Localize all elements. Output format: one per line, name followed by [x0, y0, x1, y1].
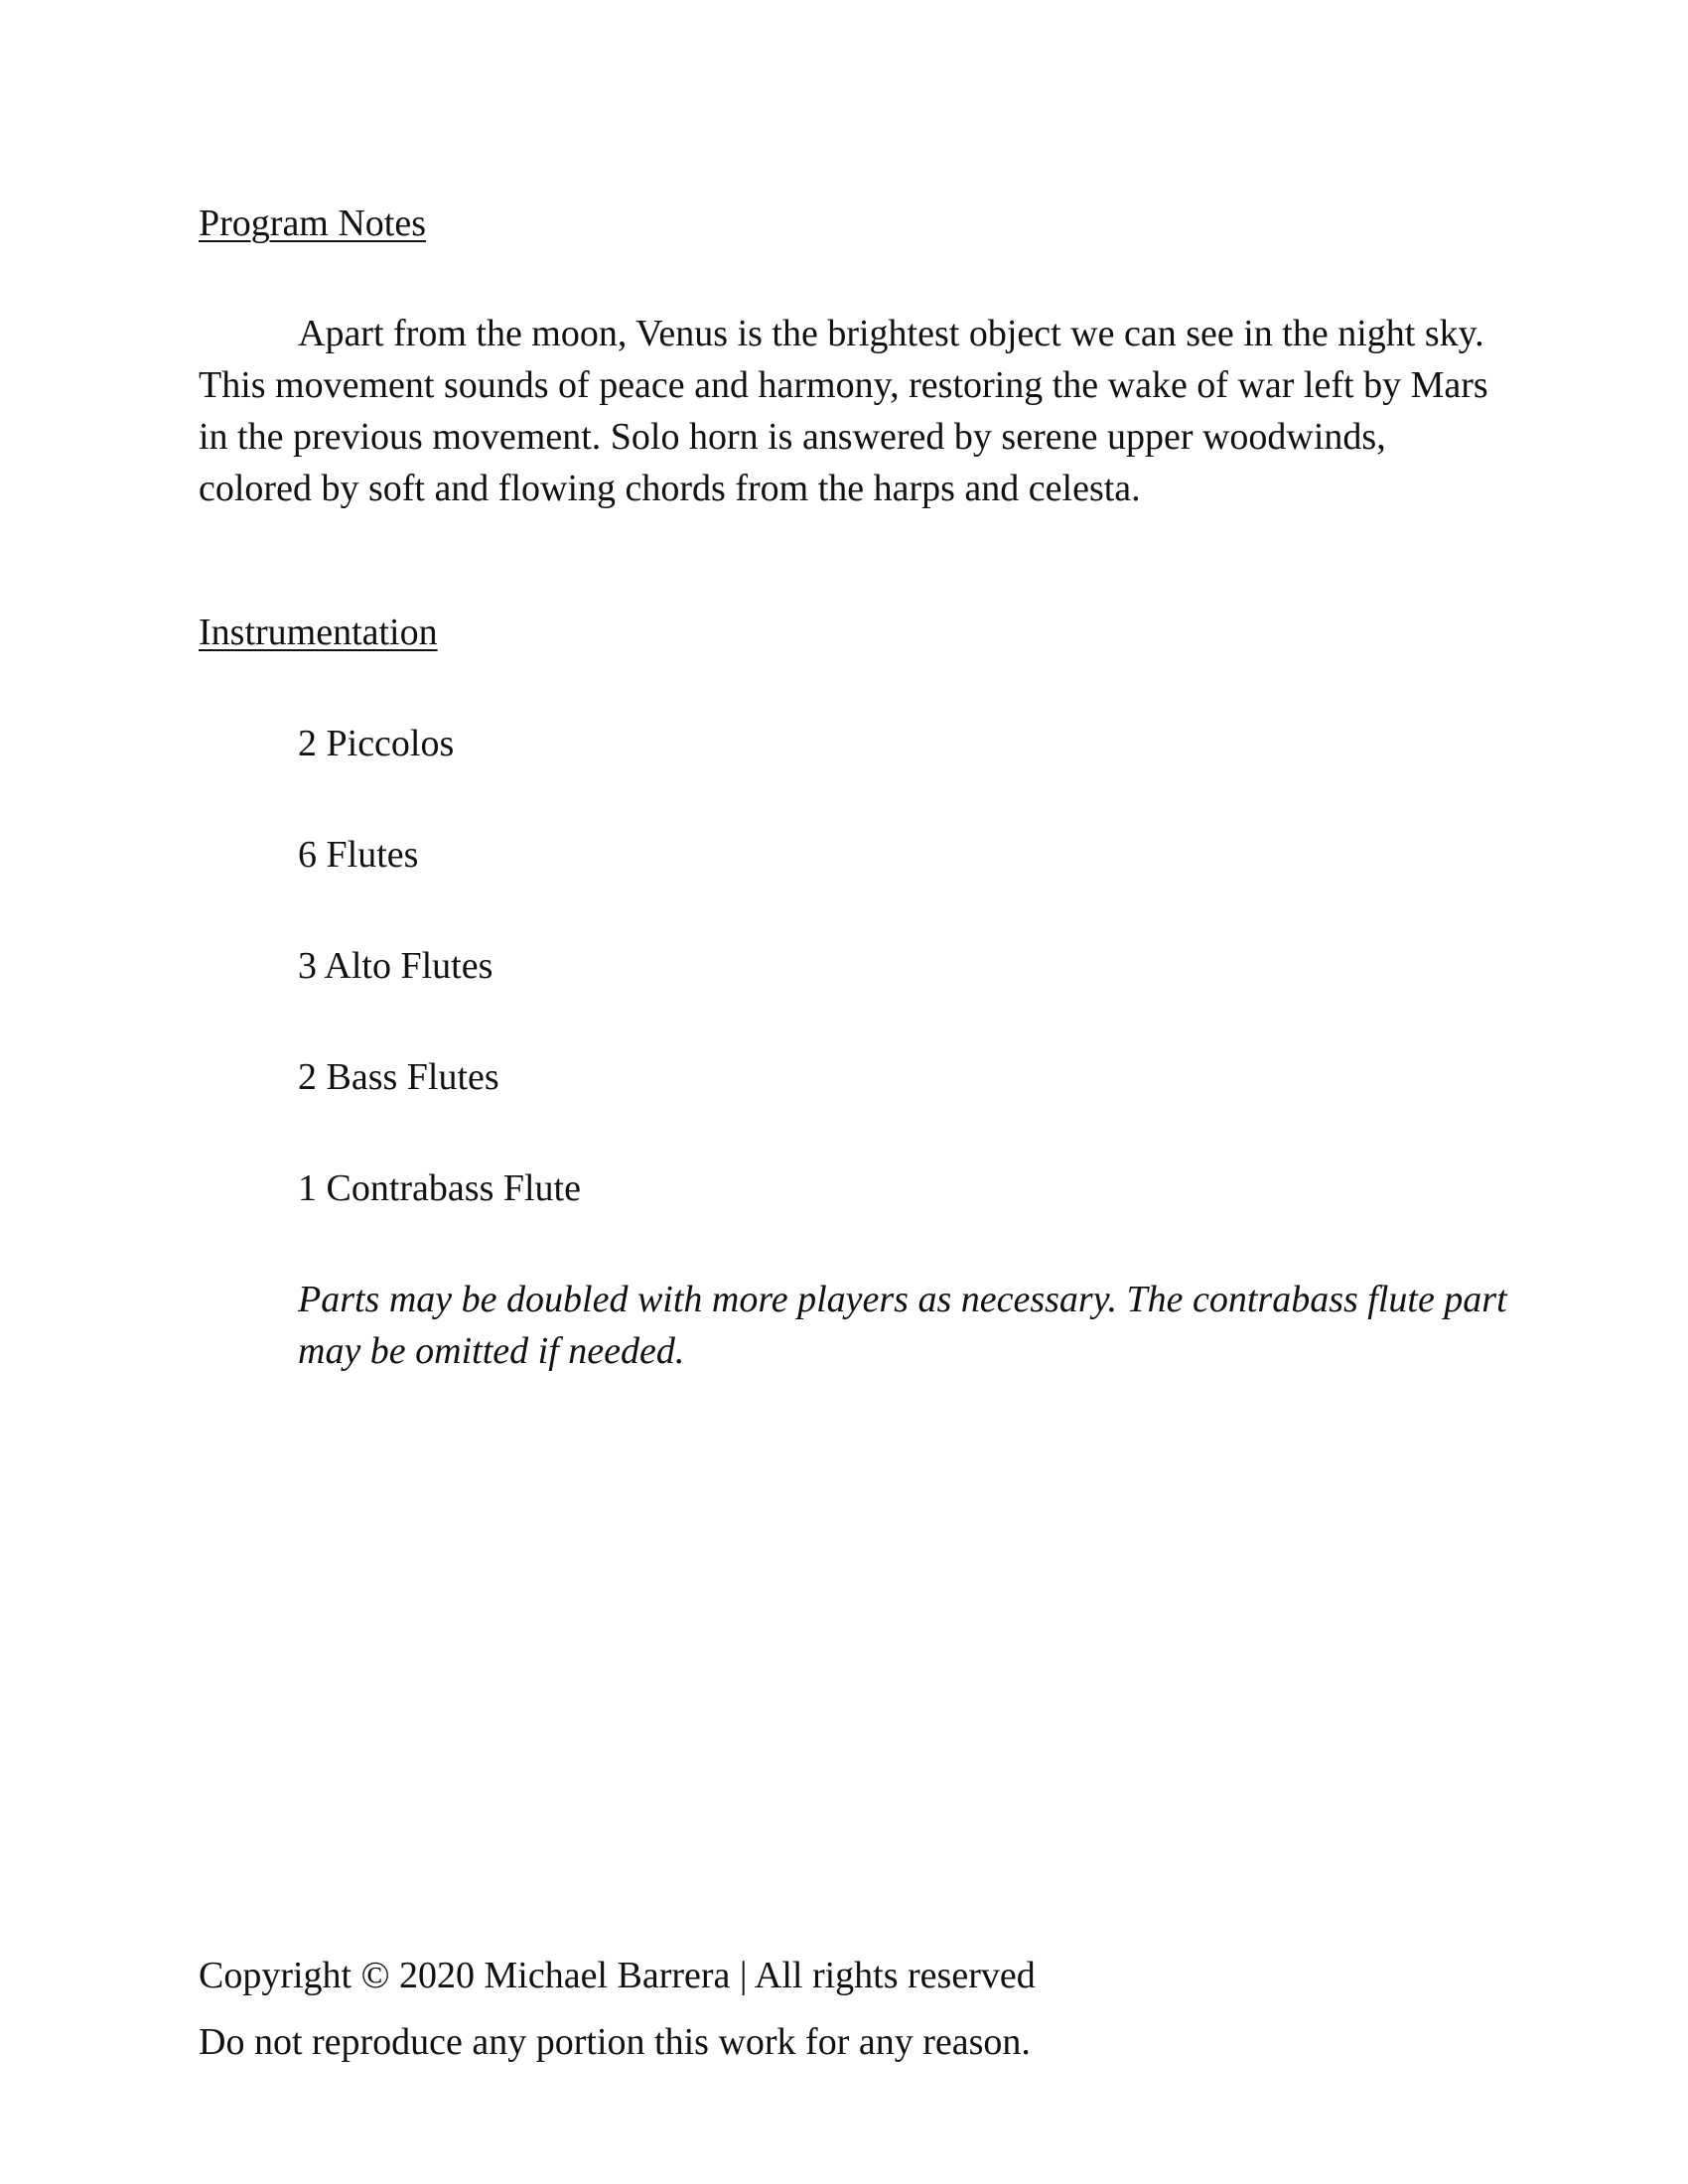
instrument-item-piccolos: 2 Piccolos: [298, 723, 455, 764]
program-notes-paragraph: Apart from the moon, Venus is the brightest object we can see in the night sky. This movement sounds of peace and harmony, restoring the wake of war left by Mars in the previous movement. Solo horn is answered by serene upper woodwinds, colored by soft and flowing chords from the harps and celesta.: [199, 313, 1488, 509]
instrument-item-contrabass-flute: 1 Contrabass Flute: [298, 1167, 581, 1209]
instrument-item-bass-flutes: 2 Bass Flutes: [298, 1056, 499, 1098]
reproduction-notice: Do not reproduce any portion this work for any reason.: [199, 2021, 1031, 2063]
instrumentation-heading: Instrumentation: [199, 612, 438, 653]
program-notes-heading: Program Notes: [199, 203, 427, 244]
instrument-item-alto-flutes: 3 Alto Flutes: [298, 945, 493, 987]
instrumentation-note: Parts may be doubled with more players as necessary. The contrabass flute part may be omitted if needed.: [298, 1279, 1507, 1372]
copyright-line: Copyright © 2020 Michael Barrera | All rights reserved: [199, 1955, 1036, 1996]
instrument-item-flutes: 6 Flutes: [298, 834, 419, 876]
instrumentation-list: [298, 718, 581, 1274]
